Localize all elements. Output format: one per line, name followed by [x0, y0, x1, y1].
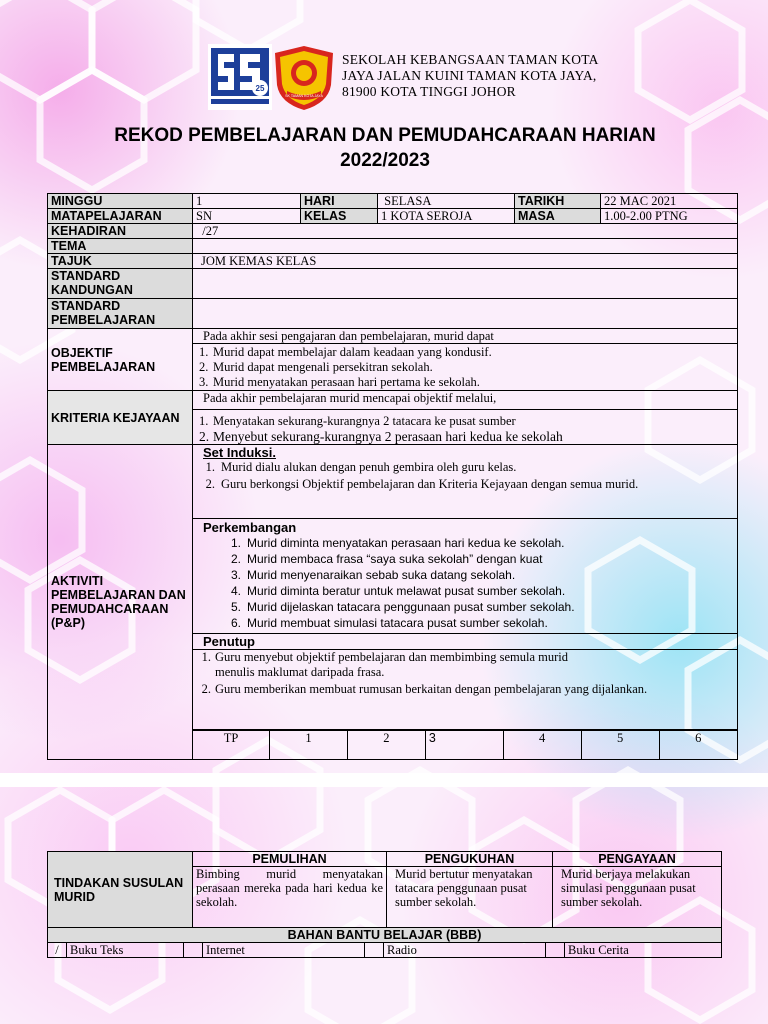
kelas-value: 1 KOTA SEROJA — [378, 209, 515, 224]
objektif-content — [193, 329, 738, 391]
school-address — [342, 52, 599, 100]
kelas-label: KELAS — [301, 209, 378, 224]
checkbox-internet[interactable] — [184, 943, 203, 957]
matapelajaran-label: MATAPELAJARAN — [48, 209, 193, 224]
perkembangan-title: Perkembangan — [193, 518, 737, 535]
table-row — [48, 928, 722, 943]
aktiviti-label: AKTIVITI PEMBELAJARAN DAN PEMUDAHCARAAN (P&P) — [48, 445, 193, 760]
school-address-line: SEKOLAH KEBANGSAAN TAMAN KOTA — [342, 52, 599, 67]
set-induksi-list — [193, 460, 737, 518]
page-title — [40, 123, 730, 173]
perkembangan-list — [193, 535, 737, 634]
table-row — [48, 391, 738, 445]
list-item: 6. Murid membuat simulasi tatacara pusat sumber sekolah. — [230, 616, 548, 630]
kehadiran-label: KEHADIRAN — [48, 224, 193, 239]
kriteria-intro: Pada akhir pembelajaran murid mencapai objektif melalui, — [193, 391, 737, 410]
list-item: 1. Guru menyebut objektif pembelajaran dan membimbing semula murid — [201, 650, 569, 664]
page-break — [0, 773, 768, 787]
svg-text:SK TAMAN KOTA JAYA: SK TAMAN KOTA JAYA — [285, 94, 323, 98]
school-address-line: JAYA JALAN KUINI TAMAN KOTA JAYA, — [342, 68, 597, 83]
svg-text:25: 25 — [255, 84, 265, 93]
list-item: 1. Murid dialu alukan dengan penuh gembira oleh guru kelas. — [205, 460, 517, 474]
bbb-table — [48, 943, 721, 957]
bbb-item-radio: Radio — [384, 943, 546, 957]
set-induksi-title: Set Induksi. — [203, 445, 276, 460]
aktiviti-content — [193, 445, 738, 730]
pengayaan-value: Murid berjaya melakukan simulasi penggunaan pusat sumber sekolah. — [553, 867, 722, 928]
table-row — [48, 269, 738, 299]
penutup-title: Penutup — [193, 634, 737, 650]
list-item: 1. Murid diminta menyatakan perasaan hari kedua ke sekolah. — [230, 536, 565, 550]
list-item: 2. Guru berkongsi Objektif pembelajaran dan Kriteria Kejayaan dengan semua murid. — [205, 477, 639, 491]
table-row — [48, 239, 738, 254]
list-item: 3. Murid menyenaraikan sebab suka datang sekolah. — [230, 568, 516, 582]
objektif-label: OBJEKTIF PEMBELAJARAN — [48, 329, 193, 391]
school-address-line: 81900 KOTA TINGGI JOHOR — [342, 84, 516, 99]
school-logo-25-icon — [208, 44, 272, 110]
tp-level-3: 3 — [425, 731, 503, 760]
table-row — [48, 852, 722, 867]
masa-value: 1.00-2.00 PTNG — [601, 209, 738, 224]
penutup-list — [193, 650, 737, 697]
bbb-item-internet: Internet — [203, 943, 365, 957]
list-item: 2. Murid membaca frasa “saya suka sekolah” dengan kuat — [230, 552, 543, 566]
table-row — [48, 329, 738, 391]
tp-level-2: 2 — [347, 731, 425, 760]
tema-label: TEMA — [48, 239, 193, 254]
tarikh-value: 22 MAC 2021 — [601, 194, 738, 209]
list-item: 5. Murid dijelaskan tatacara penggunaan pusat sumber sekolah. — [230, 600, 575, 614]
bbb-item-buku-cerita: Buku Cerita — [568, 943, 629, 957]
standard-kandungan-label: STANDARD KANDUNGAN — [48, 269, 193, 299]
table-row — [48, 299, 738, 329]
tp-label: TP — [193, 731, 270, 760]
standard-kandungan-value — [193, 269, 738, 299]
list-item: 1. Murid dapat membelajar dalam keadaan yang kondusif. — [199, 345, 492, 359]
table-row — [48, 445, 738, 730]
checkbox-radio[interactable] — [365, 943, 384, 957]
tp-row — [193, 731, 737, 760]
table-row — [48, 209, 738, 224]
tp-cell — [193, 730, 738, 760]
table-row — [48, 194, 738, 209]
bbb-row — [48, 943, 721, 957]
kriteria-list — [193, 414, 737, 444]
list-item: 2. Guru memberikan membuat rumusan berkaitan dengan pembelajaran yang dijalankan. — [201, 682, 648, 696]
checkbox-buku-cerita[interactable] — [546, 943, 565, 957]
pemulihan-header: PEMULIHAN — [193, 852, 387, 867]
bbb-item-buku-teks: Buku Teks — [67, 943, 184, 957]
list-item: 2. Menyebut sekurang-kurangnya 2 perasaan hari kedua ke sekolah — [199, 429, 563, 444]
list-item: 4. Murid diminta beratur untuk melawat pusat sumber sekolah. — [230, 584, 566, 598]
tp-table — [193, 730, 737, 759]
minggu-label: MINGGU — [48, 194, 193, 209]
bbb-cell — [48, 943, 722, 958]
tp-level-6: 6 — [659, 731, 737, 760]
lesson-record-table — [47, 193, 738, 760]
tp-level-5: 5 — [581, 731, 659, 760]
matapelajaran-value: SN — [193, 209, 301, 224]
pengukuhan-value: Murid bertutur menyatakan tatacara penggunaan pusat sumber sekolah. — [387, 867, 553, 928]
hari-value: SELASA — [378, 194, 515, 209]
tp-level-1: 1 — [270, 731, 348, 760]
standard-pembelajaran-label: STANDARD PEMBELAJARAN — [48, 299, 193, 329]
kehadiran-value: /27 — [193, 224, 738, 239]
tajuk-label: TAJUK — [48, 254, 193, 269]
pemulihan-value: Bimbing murid menyatakan perasaan mereka pada hari kedua ke sekolah. — [193, 867, 387, 928]
tarikh-label: TARIKH — [515, 194, 601, 209]
hari-label: HARI — [301, 194, 378, 209]
list-item: menulis maklumat daripada frasa. — [215, 665, 385, 679]
masa-label: MASA — [515, 209, 601, 224]
standard-pembelajaran-value — [193, 299, 738, 329]
objektif-list — [193, 345, 737, 390]
list-item: 3. Murid menyatakan perasaan hari pertama ke sekolah. — [199, 375, 480, 389]
checkbox-buku-teks[interactable]: / — [48, 943, 67, 957]
list-item: 1. Menyatakan sekurang-kurangnya 2 tatacara ke pusat sumber — [199, 414, 516, 428]
table-row — [48, 943, 722, 958]
kriteria-label: KRITERIA KEJAYAAN — [48, 391, 193, 445]
page-title-line: REKOD PEMBELAJARAN DAN PEMUDAHCARAAN HARIAN — [114, 125, 656, 146]
school-crest-icon — [273, 45, 335, 111]
pengukuhan-header: PENGUKUHAN — [387, 852, 553, 867]
tema-value — [193, 239, 738, 254]
minggu-value: 1 — [193, 194, 301, 209]
tindakan-label: TINDAKAN SUSULAN MURID — [48, 852, 193, 928]
table-row — [48, 224, 738, 239]
kriteria-content — [193, 391, 738, 445]
tp-level-4: 4 — [503, 731, 581, 760]
table-row — [48, 254, 738, 269]
list-item: 2. Murid dapat mengenali persekitran sekolah. — [199, 360, 433, 374]
follow-up-table — [47, 851, 722, 958]
pengayaan-header: PENGAYAAN — [553, 852, 722, 867]
objektif-intro: Pada akhir sesi pengajaran dan pembelajaran, murid dapat — [193, 329, 737, 344]
bbb-header: BAHAN BANTU BELAJAR (BBB) — [48, 928, 722, 943]
tajuk-value: JOM KEMAS KELAS — [193, 254, 738, 269]
page-title-year: 2022/2023 — [340, 150, 430, 171]
